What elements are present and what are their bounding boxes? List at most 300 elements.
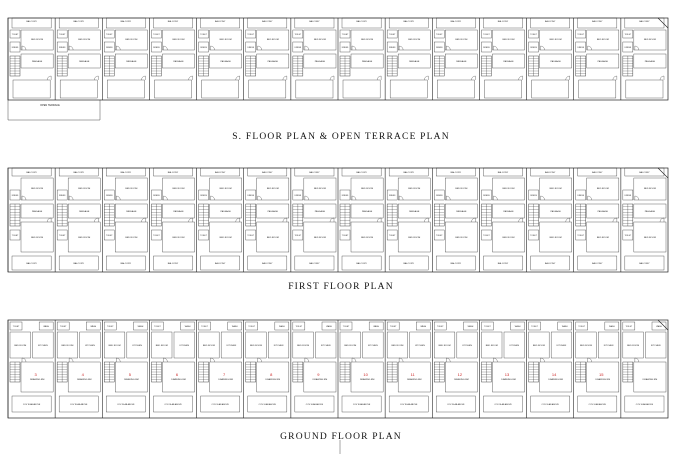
bedroom-label: BED ROOM <box>202 345 215 347</box>
unit-number: 12 <box>457 372 463 377</box>
drawing-room-label: DRAWING RM <box>312 379 328 381</box>
passage-label: PASSAGE <box>79 61 90 63</box>
drawing-room-label: DRAWING RM <box>124 379 139 381</box>
dress-label: DRESS <box>436 47 443 49</box>
door-swing <box>493 358 497 362</box>
door-swing <box>236 218 240 222</box>
balcony-label: BALCONY <box>262 172 273 174</box>
unit-number: 13 <box>504 372 510 377</box>
bedroom-label: BED ROOM <box>643 188 656 190</box>
dress-label: DRESS <box>577 47 584 49</box>
toilet-label: TOILET <box>248 326 256 328</box>
bedroom-rear <box>484 80 521 98</box>
wash-label: WASH <box>231 326 238 328</box>
passage-label: PASSAGE <box>220 61 231 63</box>
bedroom-label: BED ROOM <box>78 188 91 190</box>
outer-wall <box>658 320 668 330</box>
bedroom-label: BED ROOM <box>31 39 44 41</box>
balcony <box>295 18 334 28</box>
toilet-label: TOILET <box>530 34 537 36</box>
kitchen-label: KITCHEN <box>415 345 425 347</box>
bedroom-label: BED ROOM <box>596 39 609 41</box>
first-floor-plan <box>8 168 668 272</box>
passage-label: PASSAGE <box>503 211 514 213</box>
balcony-label: BALCONY <box>167 263 179 265</box>
bedroom-label: BED ROOM <box>502 237 515 239</box>
balcony-label: BALCONY <box>167 172 179 174</box>
bedroom-label: BED ROOM <box>266 188 279 190</box>
door-swing <box>493 196 497 200</box>
balcony-label: BALCONY <box>356 263 367 265</box>
door-swing <box>22 46 26 50</box>
toilet-label: TOILET <box>201 326 208 328</box>
balcony-label: BALCONY <box>262 263 273 265</box>
dress-label: DRESS <box>624 195 632 197</box>
drawing-room-label: DRAWING RM <box>406 379 422 381</box>
door-swing <box>635 196 639 200</box>
cov-slab-label: COV SLAB ABOVE <box>400 404 418 406</box>
balcony-label: BALCONY <box>450 172 462 174</box>
toilet-label: TOILET <box>105 235 113 237</box>
door-swing <box>377 76 381 80</box>
passage-label: PASSAGE <box>361 211 373 213</box>
balcony <box>153 18 192 28</box>
dress-label: DRESS <box>294 195 302 197</box>
ground-floor-plan-title: GROUND FLOOR PLAN <box>280 432 402 442</box>
dress-label: DRESS <box>624 47 632 49</box>
toilet-label: TOILET <box>105 34 113 36</box>
drawing-room-label: DRAWING RM <box>218 379 233 381</box>
balcony-label: BALCONY <box>262 21 273 23</box>
dress-label: DRESS <box>341 195 349 197</box>
door-swing <box>446 196 450 200</box>
door-swing <box>69 358 73 362</box>
drawing-room <box>115 362 147 392</box>
passage-label: PASSAGE <box>314 211 326 213</box>
passage-label: PASSAGE <box>126 61 137 63</box>
balcony-label: BALCONY <box>26 263 37 265</box>
toilet-label: TOILET <box>58 235 66 237</box>
drawing-room <box>398 362 430 392</box>
toilet-label: TOILET <box>483 235 490 237</box>
door-swing <box>377 218 381 222</box>
door-swing <box>613 76 617 80</box>
toilet-label: TOILET <box>154 326 161 328</box>
bedroom-label: BED ROOM <box>643 237 656 239</box>
toilet-label: TOILET <box>200 235 207 237</box>
passage-label: PASSAGE <box>550 61 561 63</box>
bedroom-rear <box>60 80 97 98</box>
bedroom-rear <box>296 80 333 98</box>
door-swing <box>493 46 497 50</box>
bedroom-label: BED ROOM <box>108 345 121 347</box>
door-swing <box>519 218 523 222</box>
balcony-label: BALCONY <box>73 172 84 174</box>
bedroom-label: BED ROOM <box>344 345 357 347</box>
balcony-label: BALCONY <box>544 21 556 23</box>
unit-number: 7 <box>223 372 226 377</box>
drawing-room <box>68 362 100 392</box>
bedroom-label: BED ROOM <box>485 345 498 347</box>
balcony <box>248 18 287 28</box>
drawing-room-label: DRAWING RM <box>359 379 375 381</box>
balcony <box>625 18 664 28</box>
unit-number: 15 <box>599 372 604 377</box>
toilet-label: TOILET <box>389 326 397 328</box>
door-swing <box>471 76 475 80</box>
passage-label: PASSAGE <box>361 61 373 63</box>
outer-wall <box>658 18 668 28</box>
kitchen-label: KITCHEN <box>462 345 472 347</box>
unit-number: 4 <box>81 372 84 377</box>
door-swing <box>424 76 428 80</box>
toilet-label: TOILET <box>530 235 537 237</box>
dress-label: DRESS <box>530 47 537 49</box>
wash-label: WASH <box>609 326 615 328</box>
door-swing <box>47 76 51 80</box>
balcony <box>342 18 381 28</box>
dress-label: DRESS <box>247 47 254 49</box>
cov-slab-label: COV SLAB ABOVE <box>164 404 182 406</box>
door-swing <box>47 218 51 222</box>
toilet-label: TOILET <box>624 235 632 237</box>
bedroom-label: BED ROOM <box>643 39 656 41</box>
bedroom-rear <box>343 80 380 98</box>
passage-label: PASSAGE <box>597 61 608 63</box>
toilet-label: TOILET <box>435 34 443 36</box>
passage-label: PASSAGE <box>267 61 278 63</box>
bedroom-label: BED ROOM <box>313 188 326 190</box>
bedroom-rear <box>532 80 569 98</box>
drawing-room <box>351 362 383 392</box>
toilet-label: TOILET <box>483 34 490 36</box>
bedroom-label: BED ROOM <box>31 237 44 239</box>
door-swing <box>446 46 450 50</box>
door-swing <box>189 218 193 222</box>
drawing-room <box>257 362 289 392</box>
door-swing <box>305 46 309 50</box>
passage-label: PASSAGE <box>173 61 184 63</box>
bedroom-label: BED ROOM <box>313 39 326 41</box>
dress-label: DRESS <box>153 47 160 49</box>
drawing-room <box>634 362 666 392</box>
bedroom-label: BED ROOM <box>125 39 138 41</box>
bedroom-rear <box>579 80 616 98</box>
bedroom-label: BED ROOM <box>172 39 185 41</box>
bedroom-label: BED ROOM <box>549 188 562 190</box>
bedroom-label: BED ROOM <box>313 237 326 239</box>
cov-slab-label: COV SLAB ABOVE <box>22 404 41 406</box>
door-swing <box>236 76 240 80</box>
balcony-label: BALCONY <box>309 263 320 265</box>
balcony-label: BALCONY <box>497 172 509 174</box>
toilet-label: TOILET <box>294 235 302 237</box>
bedroom-label: BED ROOM <box>502 39 515 41</box>
wash-label: WASH <box>514 326 521 328</box>
door-swing <box>94 218 98 222</box>
bedroom-rear <box>249 80 286 98</box>
dress-label: DRESS <box>247 195 254 197</box>
door-swing <box>163 196 167 200</box>
dress-label: DRESS <box>388 195 396 197</box>
toilet-label: TOILET <box>11 235 19 237</box>
toilet-label: TOILET <box>388 235 396 237</box>
balcony <box>12 18 51 28</box>
dress-label: DRESS <box>530 195 537 197</box>
door-swing <box>116 358 120 362</box>
door-swing <box>399 46 403 50</box>
drawing-room <box>445 362 477 392</box>
balcony <box>483 18 522 28</box>
unit-number: 9 <box>317 372 320 377</box>
door-swing <box>399 358 403 362</box>
cov-slab-label: COV SLAB ABOVE <box>352 404 371 406</box>
wash-label: WASH <box>326 326 332 328</box>
kitchen-label: KITCHEN <box>320 345 331 347</box>
door-swing <box>446 358 450 362</box>
bedroom-label: BED ROOM <box>502 188 515 190</box>
kitchen-label: KITCHEN <box>85 345 95 347</box>
dress-label: DRESS <box>200 195 207 197</box>
toilet-label: TOILET <box>295 326 303 328</box>
passage-label: PASSAGE <box>31 61 43 63</box>
toilet-label: TOILET <box>59 326 67 328</box>
unit-number: 5 <box>128 372 131 377</box>
bedroom-label: BED ROOM <box>580 345 592 347</box>
balcony-label: BALCONY <box>450 21 462 23</box>
bedroom-label: BED ROOM <box>266 237 279 239</box>
wash-label: WASH <box>184 326 191 328</box>
cov-slab-label: COV SLAB ABOVE <box>588 404 606 406</box>
bedroom-label: BED ROOM <box>408 237 421 239</box>
balcony <box>578 18 617 28</box>
dress-label: DRESS <box>11 195 19 197</box>
wash-label: WASH <box>420 326 427 328</box>
drawing-room-label: DRAWING RM <box>501 379 516 381</box>
toilet-label: TOILET <box>388 34 396 36</box>
cov-slab-label: COV SLAB ABOVE <box>447 404 465 406</box>
door-swing <box>163 46 167 50</box>
balcony-label: BALCONY <box>120 172 132 174</box>
door-swing <box>163 358 167 362</box>
kitchen-label: KITCHEN <box>132 345 142 347</box>
wash-label: WASH <box>467 326 474 328</box>
balcony-label: BALCONY <box>167 21 179 23</box>
wash-label: WASH <box>137 326 144 328</box>
bedroom-label: BED ROOM <box>219 39 232 41</box>
balcony-label: BALCONY <box>309 21 320 23</box>
toilet-label: TOILET <box>200 34 207 36</box>
toilet-label: TOILET <box>247 34 255 36</box>
balcony-label: BALCONY <box>214 21 226 23</box>
door-swing <box>69 46 73 50</box>
bedroom-label: BED ROOM <box>266 39 279 41</box>
passage-label: PASSAGE <box>597 211 608 213</box>
dress-label: DRESS <box>483 47 490 49</box>
balcony-label: BALCONY <box>26 21 37 23</box>
toilet-label: TOILET <box>58 34 66 36</box>
bedroom-label: BED ROOM <box>408 188 421 190</box>
toilet-label: TOILET <box>531 326 538 328</box>
bedroom-label: BED ROOM <box>361 188 374 190</box>
bedroom-rear <box>390 80 427 98</box>
passage-label: PASSAGE <box>550 211 561 213</box>
door-swing <box>330 218 334 222</box>
door-swing <box>69 196 73 200</box>
bedroom-label: BED ROOM <box>31 188 44 190</box>
door-swing <box>566 76 570 80</box>
door-swing <box>141 76 145 80</box>
door-swing <box>635 358 639 362</box>
door-swing <box>613 218 617 222</box>
bedroom-rear <box>437 80 474 98</box>
balcony-label: BALCONY <box>639 21 650 23</box>
bedroom-label: BED ROOM <box>219 237 232 239</box>
balcony-label: BALCONY <box>356 21 367 23</box>
bedroom-label: BED ROOM <box>596 237 609 239</box>
passage-label: PASSAGE <box>644 61 656 63</box>
drawing-room <box>162 362 194 392</box>
balcony-label: BALCONY <box>214 263 226 265</box>
unit-number: 14 <box>551 372 557 377</box>
balcony <box>436 18 475 28</box>
door-swing <box>566 218 570 222</box>
toilet-label: TOILET <box>342 326 350 328</box>
dress-label: DRESS <box>106 195 113 197</box>
door-swing <box>352 46 356 50</box>
bedroom-rear <box>626 80 663 98</box>
bedroom-label: BED ROOM <box>250 345 262 347</box>
passage-label: PASSAGE <box>173 211 184 213</box>
kitchen-label: KITCHEN <box>603 345 614 347</box>
bedroom-label: BED ROOM <box>61 345 74 347</box>
passage-label: PASSAGE <box>456 61 467 63</box>
drawing-room-label: DRAWING RM <box>76 379 92 381</box>
door-swing <box>541 196 545 200</box>
toilet-label: TOILET <box>12 326 20 328</box>
dress-label: DRESS <box>388 47 396 49</box>
door-swing <box>399 196 403 200</box>
door-swing <box>424 218 428 222</box>
kitchen-label: KITCHEN <box>556 345 567 347</box>
dress-label: DRESS <box>341 47 349 49</box>
dress-label: DRESS <box>294 47 302 49</box>
kitchen-label: KITCHEN <box>38 345 48 347</box>
balcony-label: BALCONY <box>73 263 84 265</box>
bedroom-label: BED ROOM <box>549 39 562 41</box>
balcony-label: BALCONY <box>639 263 650 265</box>
bedroom-rear <box>13 80 50 98</box>
bedroom-label: BED ROOM <box>596 188 609 190</box>
cov-slab-label: COV SLAB ABOVE <box>541 404 559 406</box>
balcony <box>59 18 98 28</box>
drawing-room <box>587 362 619 392</box>
balcony-label: BALCONY <box>639 172 650 174</box>
drawing-room-label: DRAWING RM <box>642 379 658 381</box>
toilet-label: TOILET <box>341 34 349 36</box>
drawing-room-label: DRAWING RM <box>29 379 45 381</box>
bedroom-label: BED ROOM <box>297 345 310 347</box>
bedroom-label: BED ROOM <box>549 237 562 239</box>
balcony-label: BALCONY <box>26 172 37 174</box>
kitchen-label: KITCHEN <box>368 345 378 347</box>
balcony-label: BALCONY <box>497 21 509 23</box>
bedroom-label: BED ROOM <box>172 237 185 239</box>
toilet-label: TOILET <box>484 326 491 328</box>
drawing-room <box>21 362 53 392</box>
toilet-label: TOILET <box>436 326 444 328</box>
balcony-label: BALCONY <box>592 263 603 265</box>
bedroom-label: BED ROOM <box>219 188 232 190</box>
drawing-room-label: DRAWING RM <box>548 379 563 381</box>
bedroom-label: BED ROOM <box>455 39 468 41</box>
dress-label: DRESS <box>58 195 66 197</box>
passage-label: PASSAGE <box>644 211 656 213</box>
outer-wall <box>658 168 668 178</box>
unit-number: 8 <box>270 372 273 377</box>
bedroom-rear <box>107 80 144 98</box>
door-swing <box>471 218 475 222</box>
balcony-label: BALCONY <box>356 172 367 174</box>
door-swing <box>305 358 309 362</box>
toilet-label: TOILET <box>625 326 633 328</box>
toilet-label: TOILET <box>577 34 585 36</box>
bedroom-label: BED ROOM <box>361 39 374 41</box>
balcony-label: BALCONY <box>403 21 414 23</box>
door-swing <box>588 358 592 362</box>
passage-label: PASSAGE <box>79 211 90 213</box>
bedroom-label: BED ROOM <box>125 237 138 239</box>
passage-label: PASSAGE <box>126 211 137 213</box>
door-swing <box>211 196 215 200</box>
toilet-label: TOILET <box>106 326 114 328</box>
passage-label: PASSAGE <box>220 211 231 213</box>
door-swing <box>22 196 26 200</box>
toilet-label: TOILET <box>435 235 443 237</box>
bedroom-label: BED ROOM <box>14 345 27 347</box>
kitchen-label: KITCHEN <box>179 345 190 347</box>
balcony-label: BALCONY <box>497 263 509 265</box>
unit-number: 10 <box>363 372 368 377</box>
dress-label: DRESS <box>483 195 490 197</box>
door-swing <box>588 46 592 50</box>
door-swing <box>258 358 262 362</box>
passage-label: PASSAGE <box>409 211 420 213</box>
bedroom-label: BED ROOM <box>532 345 545 347</box>
balcony-label: BALCONY <box>592 21 603 23</box>
cov-slab-label: COV SLAB ABOVE <box>494 404 512 406</box>
passage-label: PASSAGE <box>267 211 278 213</box>
balcony-label: BALCONY <box>544 263 556 265</box>
kitchen-label: KITCHEN <box>650 345 661 347</box>
balcony <box>531 18 570 28</box>
wash-label: WASH <box>561 326 568 328</box>
bedroom-rear <box>154 80 191 98</box>
door-swing <box>94 76 98 80</box>
drawing-room-label: DRAWING RM <box>265 379 281 381</box>
wash-label: WASH <box>90 326 97 328</box>
unit-number: 3 <box>34 372 37 377</box>
door-swing <box>189 76 193 80</box>
door-swing <box>330 76 334 80</box>
door-swing <box>660 76 664 80</box>
passage-label: PASSAGE <box>503 61 514 63</box>
balcony <box>201 18 240 28</box>
balcony <box>106 18 145 28</box>
balcony-label: BALCONY <box>403 172 414 174</box>
dress-label: DRESS <box>577 195 584 197</box>
bedroom-label: BED ROOM <box>78 39 91 41</box>
